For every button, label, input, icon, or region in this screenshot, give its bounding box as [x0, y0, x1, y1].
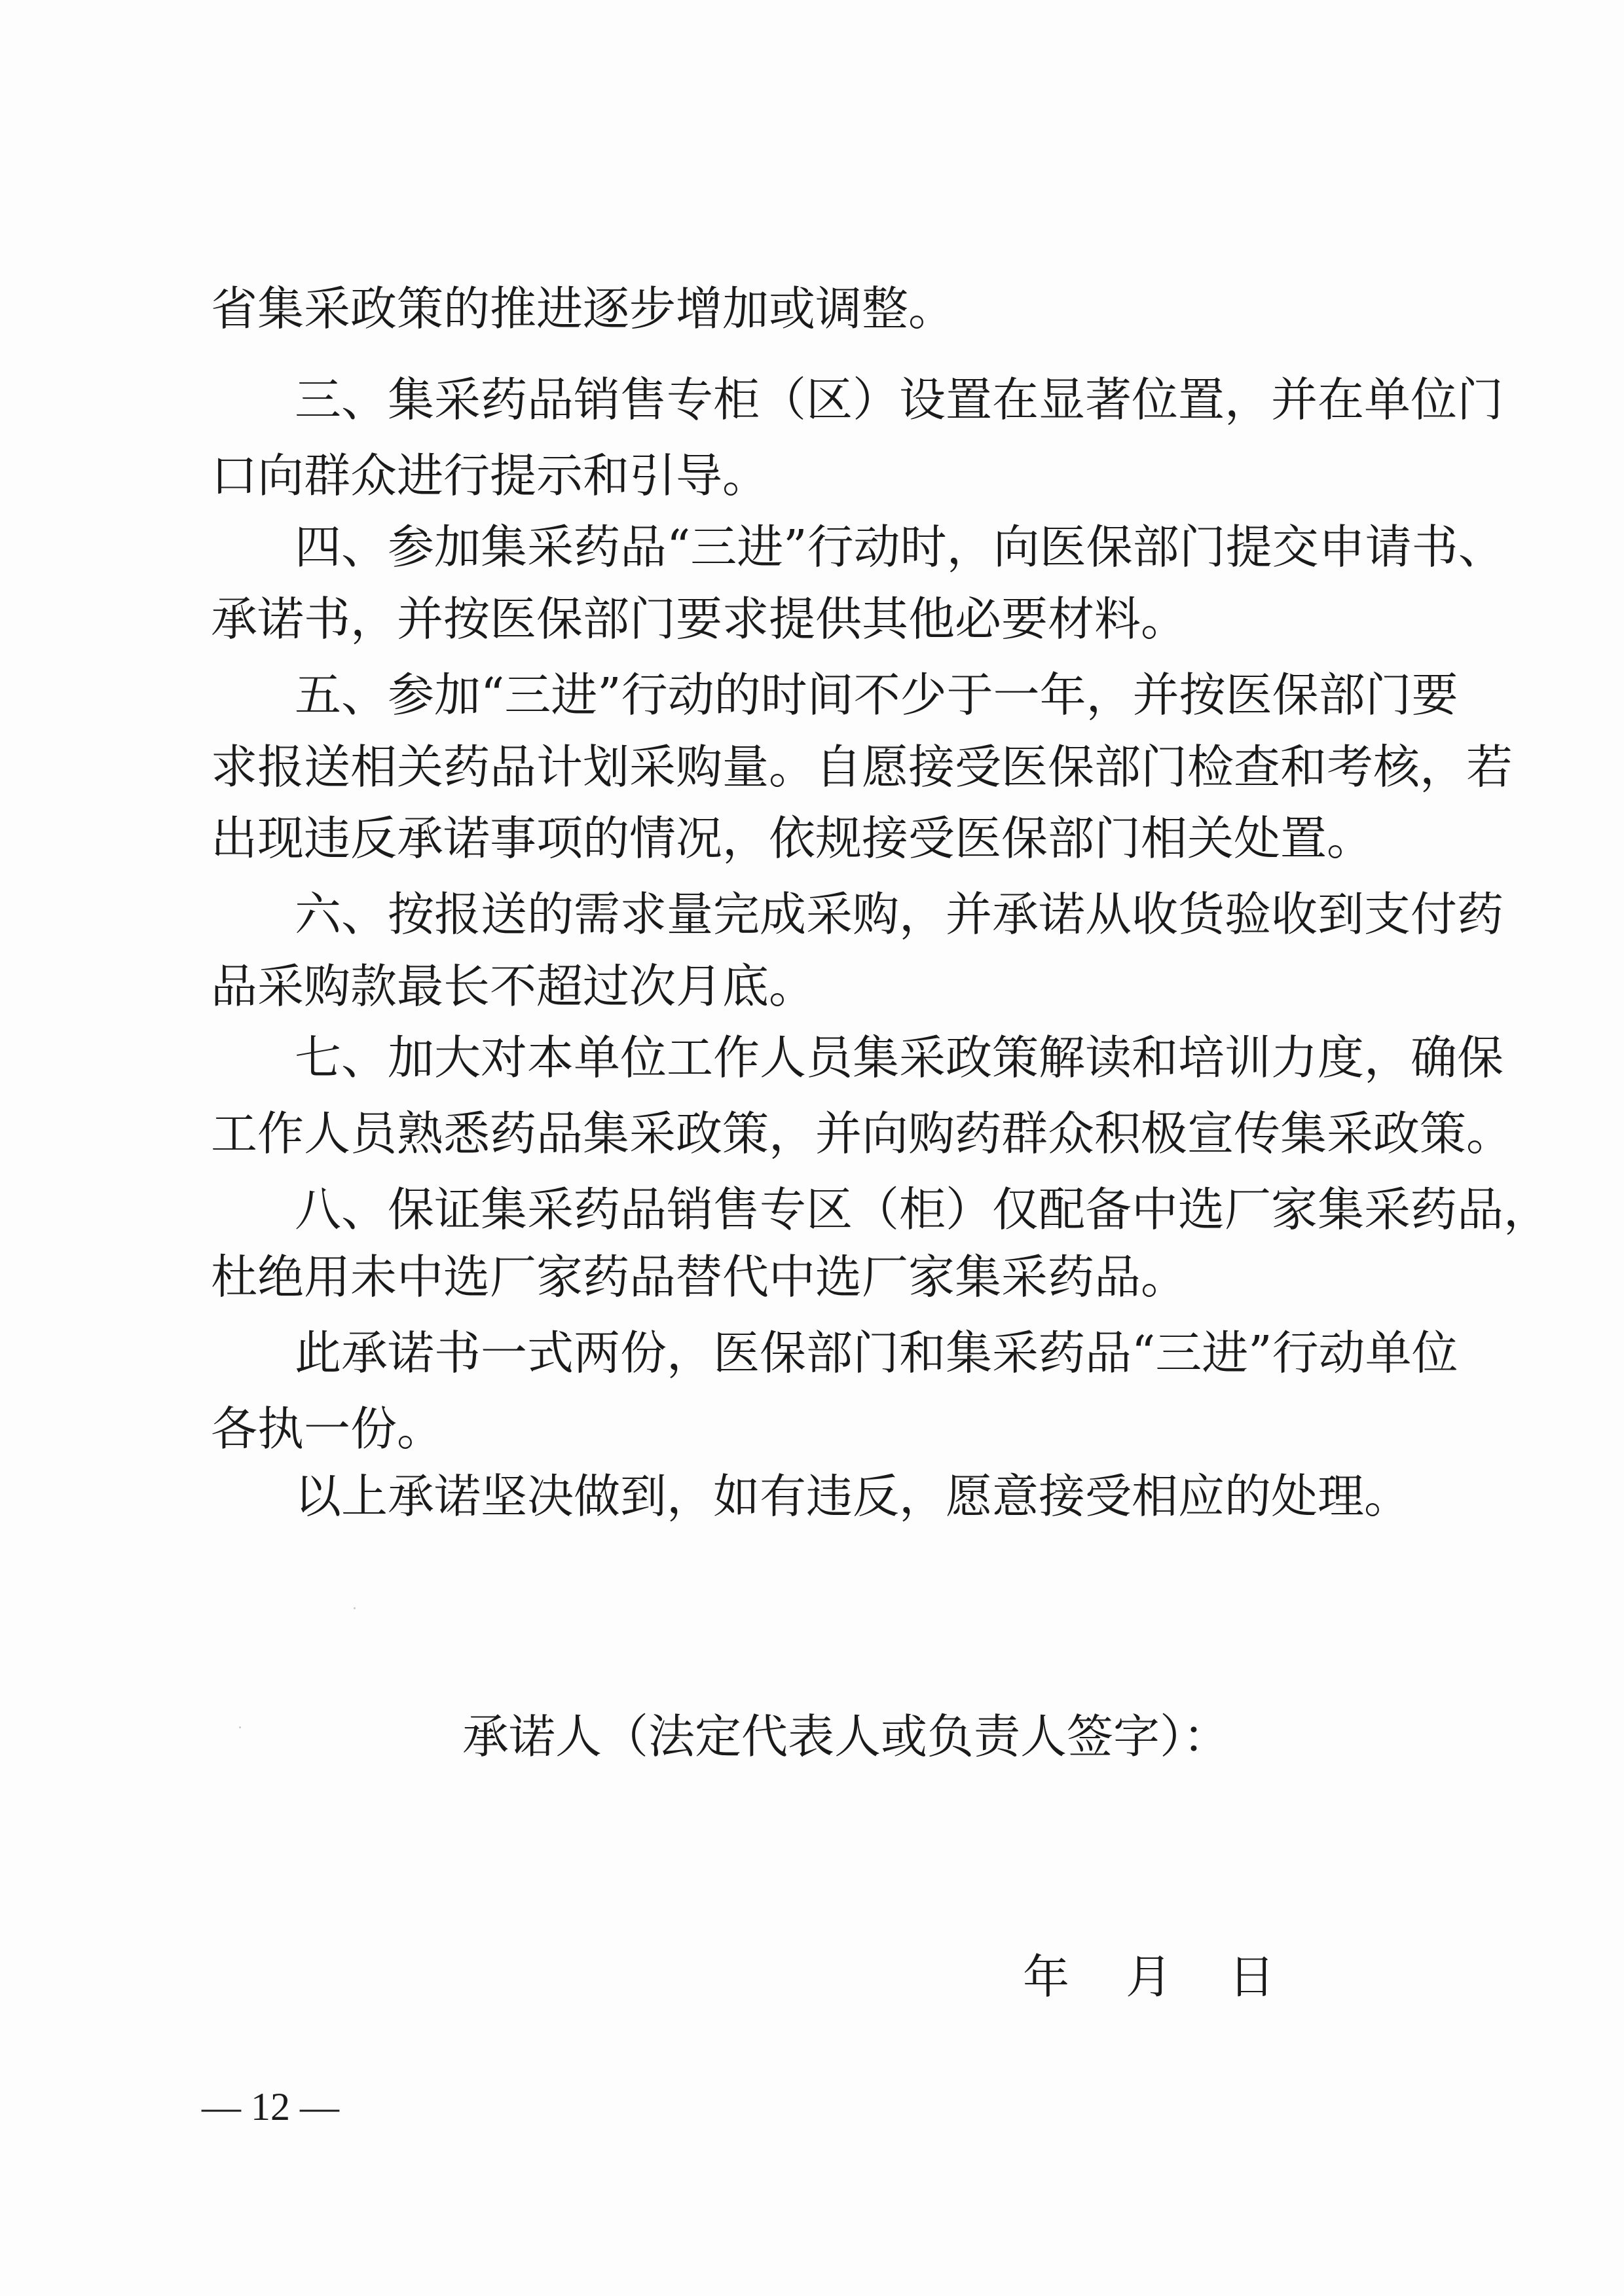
scan-speck: [239, 1726, 241, 1728]
body-line: 四、参加集采药品“三进”行动时，向医保部门提交申请书、: [295, 520, 1505, 574]
date-year: 年: [1023, 1950, 1070, 2004]
body-line: 此承诺书一式两份，医保部门和集采药品“三进”行动单位: [295, 1326, 1458, 1380]
date-day: 日: [1228, 1950, 1276, 2004]
body-line: 求报送相关药品计划采购量。自愿接受医保部门检查和考核，若: [211, 740, 1513, 794]
body-line: 品采购款最长不超过次月底。: [211, 959, 816, 1013]
body-line: 各执一份。: [211, 1402, 444, 1456]
body-line: 以上承诺坚决做到，如有违反，愿意接受相应的处理。: [295, 1469, 1411, 1523]
body-line: 八、保证集采药品销售专区（柜）仅配备中选厂家集采药品，: [295, 1182, 1551, 1237]
body-line: 六、按报送的需求量完成采购，并承诺从收货验收到支付药: [295, 887, 1504, 941]
page-number: — 12 —: [202, 2085, 339, 2128]
signature-label: 承诺人（法定代表人或负责人签字）：: [462, 1709, 1230, 1764]
body-line: 工作人员熟悉药品集采政策，并向购药群众积极宣传集采政策。: [211, 1106, 1513, 1161]
scan-speck: [354, 1607, 356, 1609]
body-line: 七、加大对本单位工作人员集采政策解读和培训力度，确保: [295, 1030, 1504, 1085]
body-line: 出现违反承诺事项的情况，依规接受医保部门相关处置。: [211, 811, 1374, 866]
body-line: 杜绝用未中选厂家药品替代中选厂家集采药品。: [211, 1250, 1188, 1304]
body-line: 三、集采药品销售专柜（区）设置在显著位置，并在单位门: [295, 373, 1504, 427]
body-line: 承诺书，并按医保部门要求提供其他必要材料。: [211, 592, 1188, 646]
body-line: 口向群众进行提示和引导。: [211, 448, 769, 503]
body-line: 省集采政策的推进逐步增加或调整。: [211, 282, 955, 336]
body-line: 五、参加“三进”行动的时间不少于一年，并按医保部门要: [295, 668, 1458, 722]
date-month: 月: [1126, 1950, 1173, 2004]
